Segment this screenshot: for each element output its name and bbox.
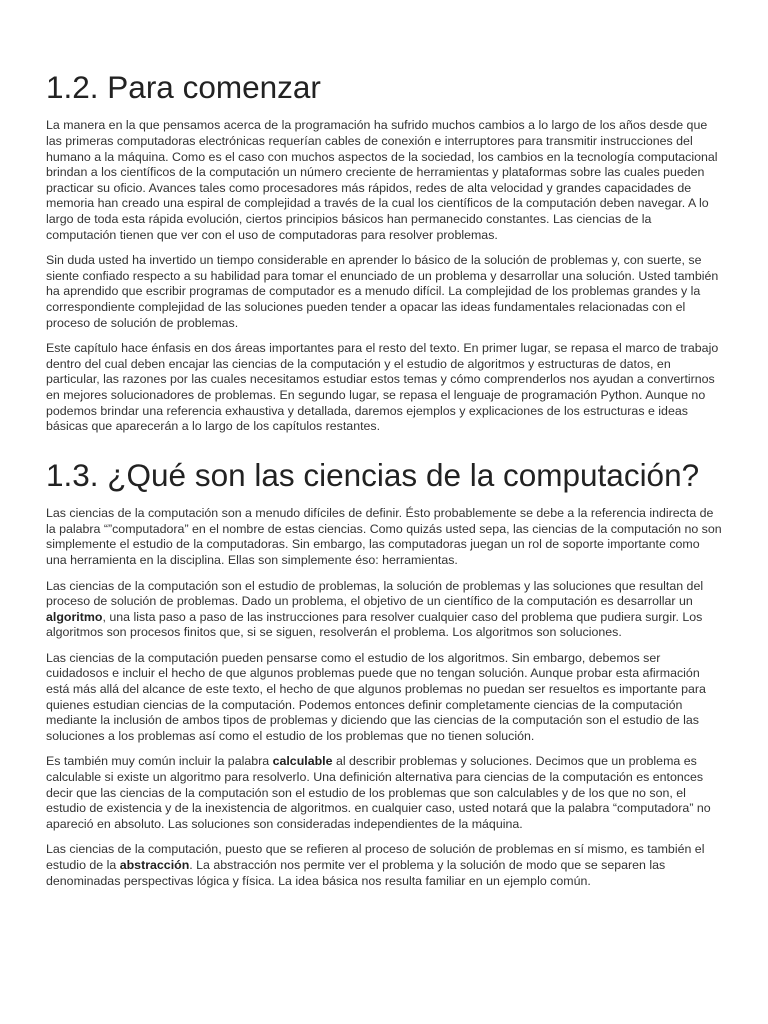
paragraph: Las ciencias de la computación son a menudo difíciles de definir. Ésto probablemente se debe a la referencia indirecta de la palabra “”computadora” en el nombre de estas ciencias. Como quizás usted sepa, las ciencias de la computación no son simplemente el estudio de la computadoras. Sin embargo, las computadoras juegan un rol de soporte importante como una herramienta en la disciplina. Ellas son simplemente éso: herramientas.	[46, 506, 722, 567]
paragraph-text: , una lista paso a paso de las instrucciones para resolver cualquier caso del problema que pudiera surgir. Los algoritmos son procesos finitos que, si se siguen, resolverán el problema. Los algoritmos son soluciones.	[46, 609, 703, 640]
section-heading-que-son-las-ciencias: 1.3. ¿Qué son las ciencias de la computación?	[46, 456, 700, 493]
paragraph	[46, 754, 722, 832]
paragraph: Este capítulo hace énfasis en dos áreas importantes para el resto del texto. En primer lugar, se repasa el marco de trabajo dentro del cual deben encajar las ciencias de la computación y el estudio de algoritmos y estructuras de datos, en particular, las razones por las cuales necesitamos estudiar estos temas y cómo comprenderlos nos ayudan a convertirnos en mejores solucionadores de problemas. En segundo lugar, se repasa el lenguaje de programación Python. Aunque no podemos brindar una referencia exhaustiva y detallada, daremos ejemplos y explicaciones de los estructuras e ideas básicas que aparecerán a lo largo de los capítulos restantes.	[46, 341, 719, 434]
paragraph-text: Es también muy común incluir la palabra	[46, 754, 273, 769]
paragraph: Sin duda usted ha invertido un tiempo considerable en aprender lo básico de la solución de problemas y, con suerte, se siente confiado respecto a su habilidad para tomar el enunciado de un problema y desarrollar una solución. Usted también ha aprendido que escribir programas de computador es a menudo difícil. La complejidad de los problemas grandes y la correspondiente complejidad de las soluciones pueden tender a opacar las ideas fundamentales relacionadas con el proceso de solución de problemas.	[46, 253, 719, 330]
paragraph-text: Las ciencias de la computación son el estudio de problemas, la solución de problemas y las soluciones que resultan del proceso de solución de problemas. Dado un problema, el objetivo de un científico de la computación es desarrollar un	[46, 578, 704, 609]
paragraph-text: al describir problemas y soluciones. Decimos que un problema es calculable si existe un algoritmo para resolverlo. Una definición alternativa para ciencias de la computación es entonces decir que las ciencias de la computación son el estudio de los problemas que son calculables y de los que no son, el estudio de existencia y de la inexistencia de algoritmos. en cualquier caso, usted notará que la palabra “computadora” no apareció en absoluto. Las soluciones son consideradas independientes de la máquina.	[46, 754, 711, 831]
paragraph-text: . La abstracción nos permite ver el problema y la solución de modo que se separen las denominadas perspectivas lógica y física. La idea básica nos resulta familiar en un ejemplo común.	[46, 858, 666, 888]
paragraph	[46, 579, 722, 641]
paragraph	[46, 842, 722, 889]
paragraph: La manera en la que pensamos acerca de la programación ha sufrido muchos cambios a lo largo de los años desde que las primeras computadoras electrónicas requerían cables de conexión e interruptores para transmitir instrucciones del humano a la máquina. Como es el caso con muchos aspectos de la sociedad, los cambios en la tecnología computacional brindan a los científicos de la computación un número creciente de herramientas y plataformas sobre las cuales pueden practicar su oficio. Avances tales como procesadores más rápidos, redes de alta velocidad y grandes capacidades de memoria han creado una espiral de complejidad a través de la cual los científicos de la computación deben navegar. A lo largo de toda esta rápida evolución, ciertos principios básicos han permanecido constantes. Las ciencias de la computación tienen que ver con el uso de computadoras para resolver problemas.	[46, 118, 718, 242]
term-calculable: calculable	[272, 754, 333, 769]
term-abstraccion: abstracción	[119, 858, 190, 872]
section-heading-para-comenzar: 1.2. Para comenzar	[46, 69, 321, 105]
paragraph: Las ciencias de la computación pueden pensarse como el estudio de los algoritmos. Sin embargo, debemos ser cuidadosos e incluir el hecho de que algunos problemas puede que no tengan solución. Aunque probar esta afirmación está más allá del alcance de este texto, el hecho de que algunos problemas no puedan ser resueltos es importante para quienes estudian ciencias de la computación. Podemos entonces definir completamente ciencias de la computación mediante la inclusión de ambos tipos de problemas y diciendo que las ciencias de la computación son el estudio de las soluciones a los problemas así como el estudio de los problemas que no tienen solución.	[46, 650, 706, 743]
paragraph-text: Las ciencias de la computación, puesto que se refieren al proceso de solución de problemas en sí mismo, es también el estudio de la	[46, 842, 705, 872]
term-algoritmo: algoritmo	[46, 609, 103, 624]
